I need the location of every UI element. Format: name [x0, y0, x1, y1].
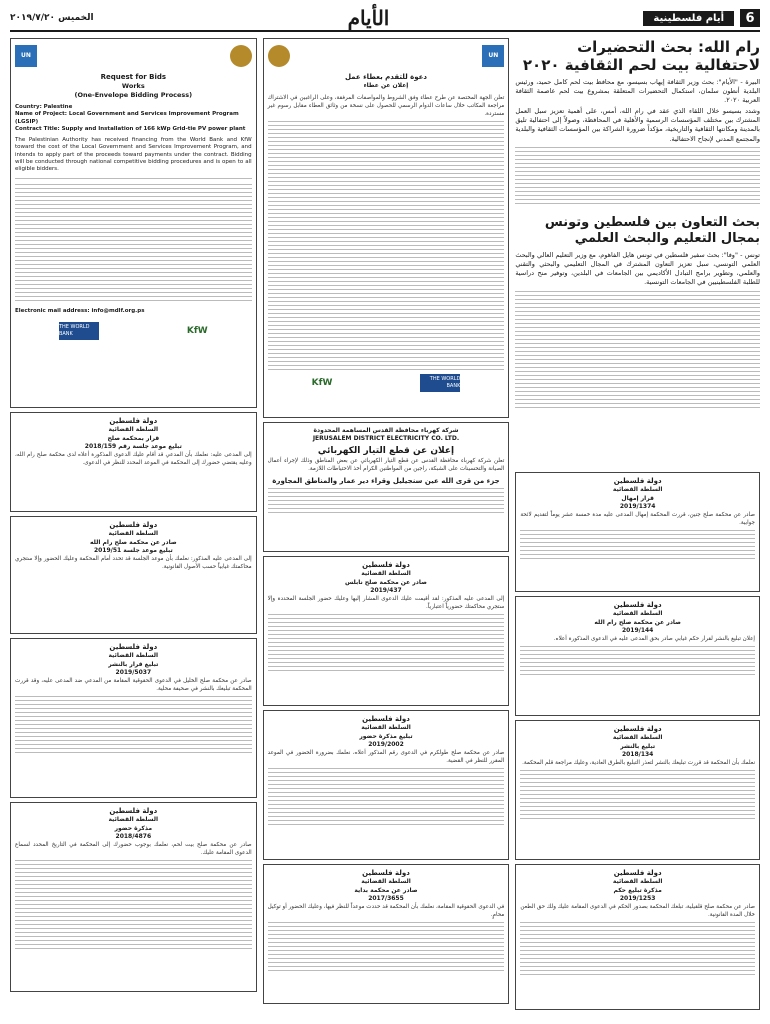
- notice-authority: السلطة القضائية: [108, 530, 159, 538]
- header-date: الخميس ٢٠١٩/٧/٢٠: [10, 13, 94, 23]
- notice-text-lines: [520, 770, 755, 820]
- notice-case: 2017/3655: [368, 894, 404, 902]
- main-body: وشدد بسيسو خلال اللقاء الذي عقد في رام الله، أمس، على أهمية تعزيز سبل العمل المشترك بين مختلف المؤسسات الرسمية والأهلية في المحافظة، وصولاً إلى احتفالية تليق بالمدينة ومكانتها الثقافية والتاريخية، مؤكداً ضرورة الشراكة بين المؤسسات الثقافية والبلدية والمجتمع المدني لإنجاح الاحتفالية.: [515, 107, 760, 143]
- legal-notice-11: [515, 864, 760, 1010]
- notice-text-lines: [268, 614, 505, 674]
- notice-body: في الدعوى الحقوقية المقامة، نعلمك بأن المحكمة قد حددت موعداً للنظر فيها، وعليك الحضور أو توكيل محامٍ.: [267, 903, 505, 918]
- notice-state: دولة فلسطين: [362, 561, 410, 569]
- notice-text-lines: [520, 530, 755, 560]
- kfw-logo-icon: KfW: [311, 377, 333, 388]
- notice-body: إعلان تبليغ بالنشر لقرار حكم غيابي صادر بحق المدعى عليه في الدعوى المذكورة أعلاه.: [553, 635, 755, 642]
- tender-logos: [15, 43, 252, 69]
- notice-court: صادر عن محكمة بداية: [354, 886, 418, 894]
- rfb-text-block: [15, 184, 252, 304]
- notice-authority: السلطة القضائية: [612, 878, 663, 886]
- section-label: أيام فلسطينية: [643, 11, 734, 26]
- arabic-tender-subtitle: إعلان عن عطاء: [363, 82, 409, 90]
- notice-authority: السلطة القضائية: [361, 878, 411, 886]
- notice-court: تبليغ قرار بالنشر: [108, 660, 159, 668]
- notice-case: 2019/2002: [368, 740, 404, 748]
- notice-text-lines: [15, 696, 252, 756]
- electricity-text-lines: [268, 488, 505, 513]
- rfb-contract: Contract Title: Supply and Installation of 166 kWp Grid-tie PV power plant: [15, 126, 246, 133]
- undp-logo-icon: UN: [15, 45, 37, 67]
- arabic-funder-logos: [268, 371, 505, 395]
- notice-state: دولة فلسطين: [613, 601, 662, 609]
- notice-state: دولة فلسطين: [109, 643, 158, 651]
- notice-court: مذكرة تبليغ حكم: [613, 886, 662, 894]
- electricity-areas: جزء من قرى الله عين سنجيليل وقراء دير عمار والمناطق المجاورة: [272, 476, 500, 485]
- notice-body: صادر عن محكمة صلح الخليل في الدعوى الحقوقية المقامة من المدعي ضد المدعى عليه، وقد قررت المحكمة تبليغك بالنشر في صحيفة محلية.: [15, 677, 252, 692]
- notice-case: تبليغ موعد جلسة 2019/51: [93, 546, 173, 554]
- notice-authority: السلطة القضائية: [612, 734, 663, 742]
- palestine-eagle-icon: [268, 45, 290, 67]
- notice-state: دولة فلسطين: [109, 521, 158, 529]
- notice-authority: السلطة القضائية: [108, 426, 159, 434]
- rfb-contact: Electronic mail address: info@mdlf.org.ps: [15, 307, 145, 314]
- notice-court: مذكرة حضور: [114, 824, 153, 832]
- notice-case: 2019/437: [370, 586, 402, 594]
- arabic-tender-text-lines: [268, 121, 505, 371]
- middle-column: [263, 38, 510, 1018]
- page-number: 6: [740, 9, 760, 27]
- second-headline: بحث التعاون بين فلسطين وتونس بمجال التعليم والبحث العلمي: [544, 214, 760, 246]
- undp-logo-icon: UN: [482, 45, 504, 67]
- notice-court: صادر عن محكمة صلح رام الله: [90, 538, 177, 546]
- rfb-process: (One-Envelope Bidding Process): [74, 91, 193, 100]
- right-column: [515, 38, 760, 1018]
- notice-authority: السلطة القضائية: [612, 610, 663, 618]
- notice-text-lines: [520, 646, 755, 676]
- notice-body: نعلمك بأن المحكمة قد قررت تبليغك بالنشر لتعذر التبليغ بالطرق العادية، وعليك مراجعة قلم المحكمة.: [522, 759, 755, 766]
- notice-state: دولة فلسطين: [613, 725, 662, 733]
- electricity-company-en: JERUSALEM DISTRICT ELECTRICITY CO. LTD.: [312, 435, 460, 443]
- notice-case: 2019/144: [621, 626, 654, 634]
- notice-case: 2019/1253: [619, 894, 656, 902]
- page-header: [10, 6, 760, 32]
- notice-case: 2019/5037: [115, 668, 152, 676]
- notice-state: دولة فلسطين: [109, 807, 158, 815]
- rfb-country: Country: Palestine: [15, 103, 73, 110]
- notice-case: تبليغ موعد جلسة رقم 2018/159: [84, 442, 182, 450]
- legal-notice-2: [10, 516, 257, 634]
- notice-case: 2018/134: [621, 750, 654, 758]
- notice-authority: السلطة القضائية: [612, 486, 663, 494]
- notice-authority: السلطة القضائية: [108, 816, 159, 824]
- notice-body: إلى المدعى عليه المذكور: لقد أقيمت عليك الدعوى المشار إليها وعليك حضور الجلسة المحددة وإلا ستجري محاكمتك حضورياً اعتبارياً.: [267, 595, 505, 610]
- notice-court: تبليغ بالنشر: [620, 742, 656, 750]
- left-column: [10, 38, 257, 1018]
- kfw-logo-icon: KfW: [186, 326, 208, 337]
- second-article-lines: [515, 291, 760, 411]
- rfb-project: Name of Project: Local Government and Services Improvement Program (LGSIP): [15, 111, 239, 125]
- main-article-lines: [515, 147, 760, 207]
- legal-notice-1: [10, 412, 257, 512]
- legal-notice-7: [263, 864, 510, 1004]
- notice-court: صادر عن محكمة صلح نابلس: [345, 578, 427, 586]
- electricity-company: شركة كهرباء محافظة القدس المساهمة المحدودة: [313, 427, 459, 434]
- notice-court: تبليغ مذكرة حضور: [359, 732, 413, 740]
- legal-notice-10: [515, 720, 760, 860]
- rfb-text-lines: [15, 178, 252, 182]
- header-right: [643, 9, 760, 27]
- world-bank-logo-icon: THE WORLD BANK: [59, 322, 99, 340]
- notice-court: قرار بمحكمة صلح: [107, 434, 160, 442]
- notice-text-lines: [15, 860, 252, 950]
- arabic-tender-notice: [263, 38, 510, 418]
- legal-notice-6: [263, 710, 510, 860]
- notice-state: دولة فلسطين: [362, 715, 410, 723]
- notice-body: صادر عن محكمة صلح بيت لحم، نعلمك بوجوب حضورك إلى المحكمة في التاريخ المحدد لسماع الدعوى المقامة عليك.: [15, 841, 252, 856]
- notice-body: صادر عن محكمة صلح طولكرم في الدعوى رقم المذكور أعلاه، نعلمك بضرورة الحضور في الموعد المقرر للنظر في القضية.: [267, 749, 505, 764]
- notice-authority: السلطة القضائية: [361, 570, 411, 578]
- electricity-notice: [263, 422, 510, 552]
- notice-state: دولة فلسطين: [613, 869, 662, 877]
- main-article: [515, 38, 760, 468]
- notice-text-lines: [268, 922, 505, 972]
- arabic-tender-title: دعوة للتقدم بعطاء عمل: [344, 73, 428, 81]
- notice-court: قرار إمهال: [621, 494, 654, 502]
- english-tender-notice: [10, 38, 257, 408]
- electricity-title: إعلان عن قطع التيار الكهربائي: [317, 446, 455, 457]
- legal-notice-4: [10, 802, 257, 992]
- notice-case: 2018/4876: [115, 832, 152, 840]
- palestine-eagle-icon: [230, 45, 252, 67]
- newspaper-logo: الأيام: [347, 6, 390, 30]
- rfb-subtitle: Works: [121, 82, 145, 91]
- world-bank-logo-icon: THE WORLD BANK: [420, 374, 460, 392]
- arabic-tender-body: تعلن الجهة المختصة عن طرح عطاء وفق الشروط والمواصفات المرفقة، وعلى الراغبين في الاشتراك مراجعة المكاتب خلال ساعات الدوام الرسمي للحصول على نسخة من وثائق العطاء مقابل رسوم غير مستردة.: [267, 94, 505, 117]
- notice-state: دولة فلسطين: [362, 869, 410, 877]
- notice-state: دولة فلسطين: [613, 477, 662, 485]
- second-body: تونس - "وفا": بحث سفير فلسطين في تونس هايل الفاهوم، مع وزير التعليم العالي والبحث العلمي التونسي، سبل تعزيز التعاون المشترك في المجال التعليمي والبحثي والتقني والعلمي، وتطوير برامج التبادل الأكاديمي بين الجامعات في البلدين، وتوفير منح دراسية للطلبة الفلسطينيين في الجامعات التونسية.: [515, 251, 760, 287]
- notice-body: صادر عن محكمة صلح قلقيلية، تبلغك المحكمة بصدور الحكم في الدعوى المقامة عليك ولك حق الطعن خلال المدة القانونية.: [520, 903, 755, 918]
- notice-body: صادر عن محكمة صلح جنين، قررت المحكمة إمهال المدعى عليه مدة خمسة عشر يوماً لتقديم لائحة جوابية.: [520, 511, 755, 526]
- legal-notice-8: [515, 472, 760, 592]
- notice-body: إلى المدعى عليه: نعلمك بأن المدعي قد أقام عليك الدعوى المذكورة أعلاه لدى محكمة صلح رام الله، وعليه يقتضي حضورك إلى المحكمة في الموعد المحدد للنظر في الدعوى.: [15, 451, 252, 466]
- rfb-title: Request for Bids: [100, 73, 167, 81]
- arabic-tender-logos: [268, 43, 505, 69]
- legal-notice-5: [263, 556, 510, 706]
- notice-case: 2019/1374: [619, 502, 656, 510]
- rfb-body: The Palestinian Authority has received financing from the World Bank and KfW toward the cost of the Local Government and Services Improvement Program, and intends to apply part of the proceeds toward payments under the contract. Bidding will be conducted through national competitive bidding procedures and is open to all eligible bidders.: [15, 136, 252, 173]
- legal-notice-9: [515, 596, 760, 716]
- electricity-body: تعلن شركة كهرباء محافظة القدس عن قطع التيار الكهربائي عن بعض المناطق وذلك لإجراء أعمال الصيانة والتحسينات على الشبكة، راجين من المواطنين الكرام أخذ الاحتياطات اللازمة.: [267, 458, 505, 473]
- notice-text-lines: [520, 922, 755, 977]
- main-headline: رام الله: بحث التحضيرات لاحتفالية بيت لحم الثقافية ٢٠٢٠: [522, 38, 760, 74]
- columns: [10, 38, 760, 1018]
- notice-body: إلى المدعى عليه المذكور: نعلمك بأن موعد الجلسة قد تحدد أمام المحكمة وعليك الحضور وإلا ستجري محاكمتك غيابياً حسب الأصول القانونية.: [15, 555, 252, 570]
- funder-logos: [15, 319, 252, 343]
- notice-court: صادر عن محكمة صلح رام الله: [594, 618, 681, 626]
- notice-authority: السلطة القضائية: [361, 724, 411, 732]
- notice-state: دولة فلسطين: [109, 417, 158, 425]
- main-lead: البيرة - "الأيام": بحث وزير الثقافة إيهاب بسيسو، مع محافظ بيت لحم كامل حميد، ورئيس البلدية أنطون سلمان، استكمال التحضيرات المتعلقة بمشروع بيت لحم عاصمة الثقافة العربية ٢٠٢٠.: [515, 78, 760, 105]
- notice-text-lines: [268, 768, 505, 828]
- legal-notice-3: [10, 638, 257, 798]
- notice-authority: السلطة القضائية: [108, 652, 159, 660]
